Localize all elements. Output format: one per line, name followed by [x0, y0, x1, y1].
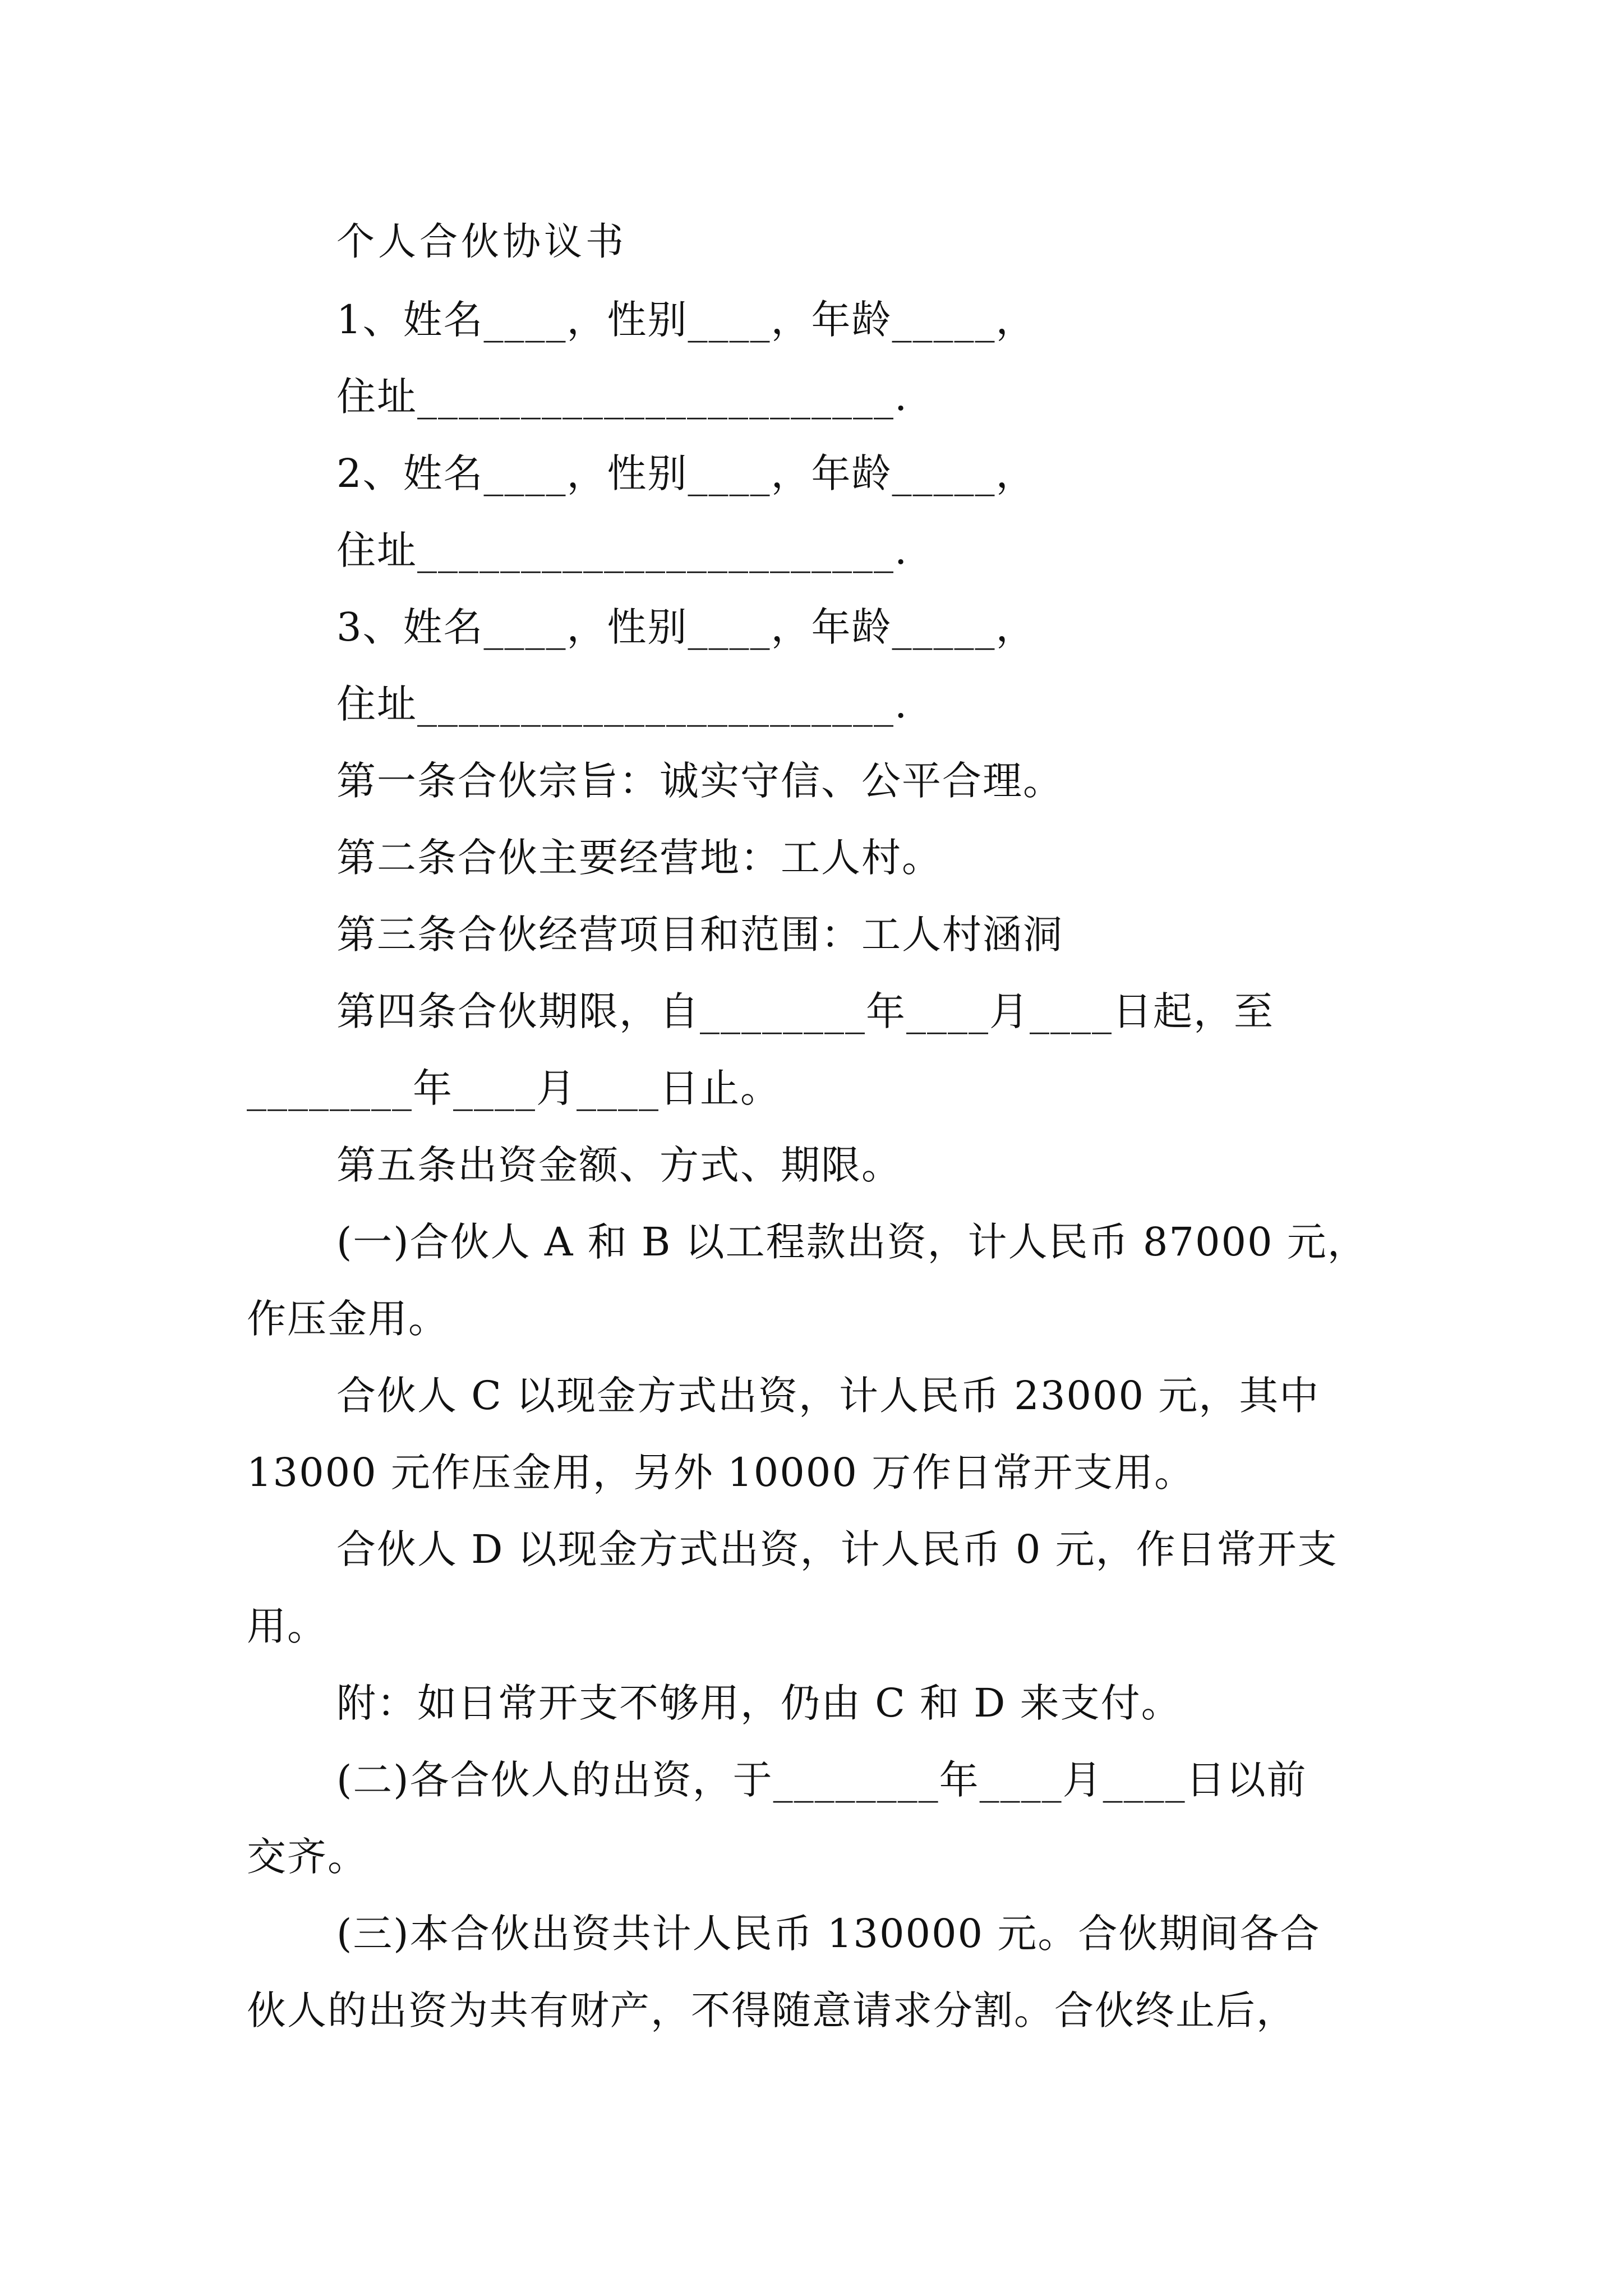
document-title: 个人合伙协议书 — [336, 220, 628, 264]
party-2-info: 2、姓名____，性别____，年龄_____， — [336, 450, 1036, 496]
clause-2-line-2: 交齐。 — [247, 1834, 368, 1880]
article-4-line-2: ________年____月____日止。 — [247, 1065, 781, 1111]
party-2-address: 住址_______________________. — [336, 527, 909, 573]
partner-c-line-1: 合伙人 C 以现金方式出资，计人民币 23000 元，其中 — [336, 1373, 1320, 1419]
appendix-note: 附：如日常开支不够用，仍由 C 和 D 来支付。 — [336, 1680, 1182, 1726]
partner-c-line-2: 13000 元作压金用，另外 10000 万作日常开支用。 — [247, 1450, 1195, 1496]
clause-1-line-2: 作压金用。 — [247, 1296, 449, 1342]
article-1: 第一条合伙宗旨：诚实守信、公平合理。 — [336, 758, 1063, 804]
partner-d-line-1: 合伙人 D 以现金方式出资，计人民币 0 元，作日常开支 — [336, 1526, 1338, 1572]
partner-d-line-2: 用。 — [247, 1603, 328, 1649]
clause-2-line-1: (二)各合伙人的出资，于________年____月____日以前 — [336, 1757, 1307, 1803]
party-3-info: 3、姓名____，性别____，年龄_____， — [336, 604, 1036, 650]
article-3: 第三条合伙经营项目和范围：工人村涵洞 — [336, 912, 1063, 958]
party-3-address: 住址_______________________. — [336, 681, 909, 727]
clause-3-line-1: (三)本合伙出资共计人民币 130000 元。合伙期间各合 — [336, 1911, 1321, 1957]
article-5-heading: 第五条出资金额、方式、期限。 — [336, 1142, 902, 1188]
party-1-info: 1、姓名____，性别____，年龄_____， — [336, 297, 1036, 343]
article-4-line-1: 第四条合伙期限，自________年____月____日起，至 — [336, 988, 1274, 1034]
party-1-address: 住址_______________________. — [336, 374, 909, 420]
article-2: 第二条合伙主要经营地：工人村。 — [336, 835, 942, 881]
clause-1-line-1: (一)合伙人 A 和 B 以工程款出资，计人民币 87000 元， — [336, 1219, 1368, 1265]
clause-3-line-2: 伙人的出资为共有财产，不得随意请求分割。合伙终止后， — [247, 1987, 1297, 2033]
